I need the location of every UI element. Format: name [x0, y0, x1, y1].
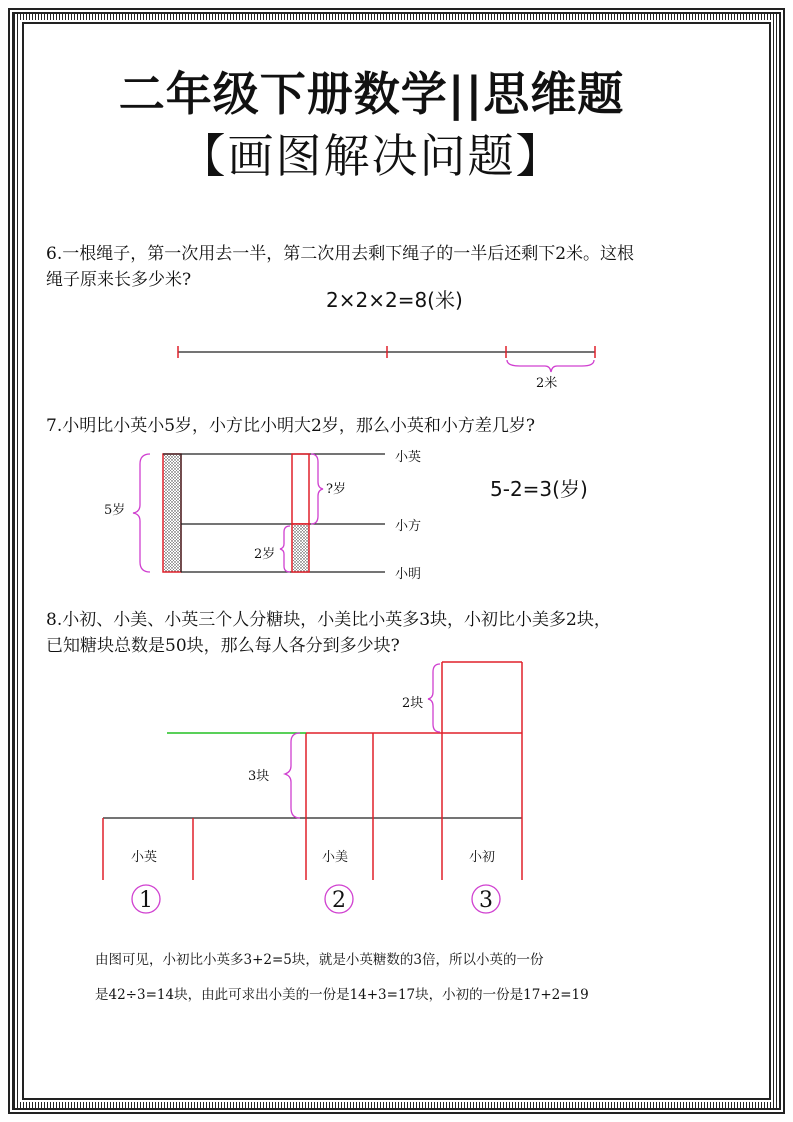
q7-age-diagram — [133, 454, 385, 572]
page-title: 二年级下册数学||思维题 — [118, 67, 625, 121]
q8-brace-three — [285, 733, 300, 818]
q8-explanation-line2: 是42÷3=14块，由此可求出小美的一份是14+3=17块，小初的一份是17+2=19 — [95, 987, 589, 1003]
q7-brace-two — [280, 526, 290, 572]
q7-brace-q — [311, 454, 323, 524]
q6-brace-label: 2米 — [536, 376, 558, 391]
q6-answer: 2×2×2=8(米) — [326, 288, 463, 312]
q7-label-xiaofang: 小方 — [395, 519, 422, 534]
q7-label-five: 5岁 — [104, 503, 126, 518]
q7-label-two: 2岁 — [254, 547, 276, 562]
page-subtitle: 【画图解决问题】 — [179, 129, 564, 183]
q7-label-xiaoming: 小明 — [395, 567, 422, 582]
q7-label-q: ?岁 — [326, 482, 346, 497]
q8-label-three: 3块 — [248, 769, 270, 784]
q7-gap-bar — [292, 454, 309, 524]
q6-text-line2: 绳子原来长多少米? — [46, 270, 192, 290]
q6-text-line1: 6.一根绳子，第一次用去一半，第二次用去剩下绳子的一半后还剩下2米。这根 — [46, 244, 635, 264]
q8-circle-2-label: 2 — [332, 888, 346, 913]
q8-circle-3-label: 3 — [479, 888, 493, 913]
q6-rope-diagram — [178, 346, 595, 372]
q7-brace-five — [133, 454, 150, 572]
q8-candy-diagram — [103, 662, 522, 913]
q8-label-xiaomei: 小美 — [322, 850, 349, 865]
q8-label-xiaochu: 小初 — [469, 850, 496, 865]
q7-hatched-bar — [163, 454, 181, 572]
q8-label-two: 2块 — [402, 696, 424, 711]
q8-text-line2: 已知糖块总数是50块，那么每人各分到多少块? — [46, 636, 400, 656]
q8-explanation-line1: 由图可见，小初比小英多3+2=5块，就是小英糖数的3倍，所以小英的一份 — [95, 952, 544, 968]
q6-brace — [507, 360, 594, 372]
q7-two-bar — [292, 524, 309, 572]
q7-label-xiaoying: 小英 — [395, 450, 422, 465]
q7-answer: 5-2=3(岁) — [490, 477, 588, 501]
q8-label-xiaoying: 小英 — [131, 850, 158, 865]
q7-text: 7.小明比小英小5岁，小方比小明大2岁，那么小英和小方差几岁? — [46, 416, 535, 436]
q8-text-line1: 8.小初、小美、小英三个人分糖块，小美比小英多3块，小初比小美多2块， — [46, 610, 611, 630]
q8-circle-1-label: 1 — [139, 888, 153, 913]
q8-brace-two — [428, 664, 440, 732]
